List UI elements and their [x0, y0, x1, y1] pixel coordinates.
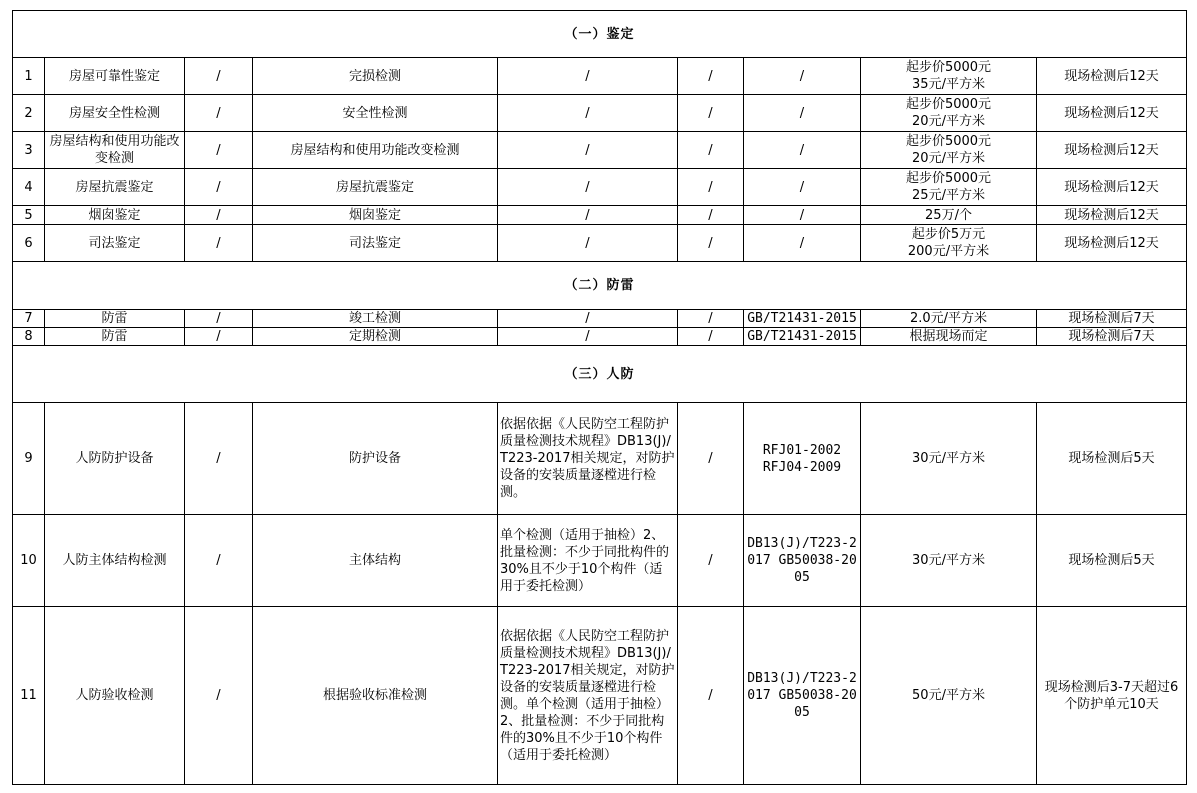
fee-table — [12, 10, 1187, 785]
table-row — [13, 206, 1187, 225]
period: 现场检测后5天 — [1037, 515, 1187, 607]
cell-slash: / — [185, 206, 253, 225]
cell-slash: / — [185, 58, 253, 95]
test-method: 单个检测（适用于抽检）2、批量检测：不少于同批构件的30%且不少于10个构件（适用于委托检测） — [498, 515, 678, 607]
period: 现场检测后5天 — [1037, 403, 1187, 515]
period: 现场检测后7天 — [1037, 328, 1187, 346]
cell-slash: / — [185, 132, 253, 169]
test-parameter: 主体结构 — [253, 515, 498, 607]
table-row — [13, 95, 1187, 132]
item-name: 人防防护设备 — [45, 403, 185, 515]
cell-slash: / — [185, 310, 253, 328]
cell-slash: / — [185, 95, 253, 132]
cell-slash: / — [678, 403, 744, 515]
cell-slash: / — [678, 607, 744, 785]
price-line: 起步价5万元 — [911, 227, 986, 242]
item-name: 司法鉴定 — [45, 225, 185, 262]
row-number: 10 — [13, 515, 45, 607]
cell-slash: / — [678, 95, 744, 132]
cell-slash: / — [678, 169, 744, 206]
cell-slash: / — [678, 310, 744, 328]
price: 30元/平方米 — [861, 403, 1037, 515]
price: 30元/平方米 — [861, 515, 1037, 607]
price-line: 起步价5000元 — [905, 134, 992, 149]
standard: / — [744, 225, 861, 262]
cell-method: / — [498, 328, 678, 346]
price-line: 20元/平方米 — [912, 114, 985, 129]
test-parameter: 完损检测 — [253, 58, 498, 95]
table-row — [13, 132, 1187, 169]
cell-slash: / — [185, 169, 253, 206]
table-row — [13, 58, 1187, 95]
row-number: 9 — [13, 403, 45, 515]
standard-line: RFJ01-2002 — [762, 442, 842, 458]
cell-method: / — [498, 225, 678, 262]
standard: GB/T21431-2015 — [744, 310, 861, 328]
period: 现场检测后3-7天超过6个防护单元10天 — [1037, 607, 1187, 785]
test-parameter: 烟囱鉴定 — [253, 206, 498, 225]
test-parameter: 司法鉴定 — [253, 225, 498, 262]
row-number: 7 — [13, 310, 45, 328]
table-row — [13, 515, 1187, 607]
standard: / — [744, 132, 861, 169]
standard: / — [744, 58, 861, 95]
table-row — [13, 607, 1187, 785]
period: 现场检测后12天 — [1037, 95, 1187, 132]
item-name: 房屋结构和使用功能改变检测 — [45, 132, 185, 169]
standard: / — [744, 95, 861, 132]
price: 25万/个 — [861, 206, 1037, 225]
item-name: 防雷 — [45, 310, 185, 328]
price — [861, 132, 1037, 169]
table-row — [13, 403, 1187, 515]
period: 现场检测后12天 — [1037, 206, 1187, 225]
test-parameter: 竣工检测 — [253, 310, 498, 328]
item-name: 房屋抗震鉴定 — [45, 169, 185, 206]
cell-slash: / — [185, 515, 253, 607]
table-row — [13, 169, 1187, 206]
row-number: 6 — [13, 225, 45, 262]
cell-method: / — [498, 206, 678, 225]
row-number: 11 — [13, 607, 45, 785]
period: 现场检测后12天 — [1037, 132, 1187, 169]
cell-slash: / — [185, 403, 253, 515]
standard-line: RFJ04-2009 — [762, 459, 842, 475]
item-name: 房屋可靠性鉴定 — [45, 58, 185, 95]
test-method: 依据依据《人民防空工程防护质量检测技术规程》DB13(J)/T223-2017相关规定，对防护设备的安装质量逐樘进行检测。 — [498, 403, 678, 515]
cell-method: / — [498, 58, 678, 95]
item-name: 人防验收检测 — [45, 607, 185, 785]
row-number: 1 — [13, 58, 45, 95]
period: 现场检测后12天 — [1037, 169, 1187, 206]
cell-method: / — [498, 132, 678, 169]
test-parameter: 安全性检测 — [253, 95, 498, 132]
section-title: （三）人防 — [13, 346, 1187, 403]
price — [861, 58, 1037, 95]
row-number: 4 — [13, 169, 45, 206]
cell-slash: / — [185, 225, 253, 262]
section-title: （二）防雷 — [13, 262, 1187, 310]
cell-slash: / — [185, 607, 253, 785]
test-parameter: 房屋抗震鉴定 — [253, 169, 498, 206]
item-name: 防雷 — [45, 328, 185, 346]
section-header — [13, 262, 1187, 310]
price: 50元/平方米 — [861, 607, 1037, 785]
standard: / — [744, 206, 861, 225]
price-line: 起步价5000元 — [905, 97, 992, 112]
item-name: 房屋安全性检测 — [45, 95, 185, 132]
price-line: 200元/平方米 — [907, 244, 990, 259]
price — [861, 95, 1037, 132]
test-method: 依据依据《人民防空工程防护质量检测技术规程》DB13(J)/T223-2017相关规定，对防护设备的安装质量逐樘进行检测。单个检测（适用于抽检）2、批量检测：不少于同批构件的30%且不少于10个构件（适用于委托检测） — [498, 607, 678, 785]
table-row — [13, 310, 1187, 328]
cell-slash: / — [678, 225, 744, 262]
row-number: 3 — [13, 132, 45, 169]
cell-slash: / — [678, 58, 744, 95]
cell-slash: / — [678, 206, 744, 225]
price-line: 35元/平方米 — [912, 77, 985, 92]
section-header — [13, 11, 1187, 58]
cell-method: / — [498, 95, 678, 132]
price-line: 起步价5000元 — [905, 171, 992, 186]
test-parameter: 房屋结构和使用功能改变检测 — [253, 132, 498, 169]
price: 2.0元/平方米 — [861, 310, 1037, 328]
period: 现场检测后12天 — [1037, 58, 1187, 95]
section-title: （一）鉴定 — [13, 11, 1187, 58]
period: 现场检测后7天 — [1037, 310, 1187, 328]
standard — [744, 403, 861, 515]
cell-method: / — [498, 169, 678, 206]
test-parameter: 根据验收标准检测 — [253, 607, 498, 785]
row-number: 5 — [13, 206, 45, 225]
test-parameter: 定期检测 — [253, 328, 498, 346]
table-row — [13, 225, 1187, 262]
standard: DB13(J)/T223-2017 GB50038-2005 — [744, 515, 861, 607]
price — [861, 169, 1037, 206]
period: 现场检测后12天 — [1037, 225, 1187, 262]
price: 根据现场而定 — [861, 328, 1037, 346]
row-number: 8 — [13, 328, 45, 346]
cell-slash: / — [678, 328, 744, 346]
test-parameter: 防护设备 — [253, 403, 498, 515]
row-number: 2 — [13, 95, 45, 132]
cell-slash: / — [678, 515, 744, 607]
standard: GB/T21431-2015 — [744, 328, 861, 346]
item-name: 人防主体结构检测 — [45, 515, 185, 607]
price — [861, 225, 1037, 262]
item-name: 烟囱鉴定 — [45, 206, 185, 225]
price-line: 起步价5000元 — [905, 60, 992, 75]
cell-slash: / — [185, 328, 253, 346]
table-row — [13, 328, 1187, 346]
price-line: 25元/平方米 — [912, 188, 985, 203]
standard: DB13(J)/T223-2017 GB50038-2005 — [744, 607, 861, 785]
price-line: 20元/平方米 — [912, 151, 985, 166]
standard: / — [744, 169, 861, 206]
section-header — [13, 346, 1187, 403]
cell-method: / — [498, 310, 678, 328]
cell-slash: / — [678, 132, 744, 169]
